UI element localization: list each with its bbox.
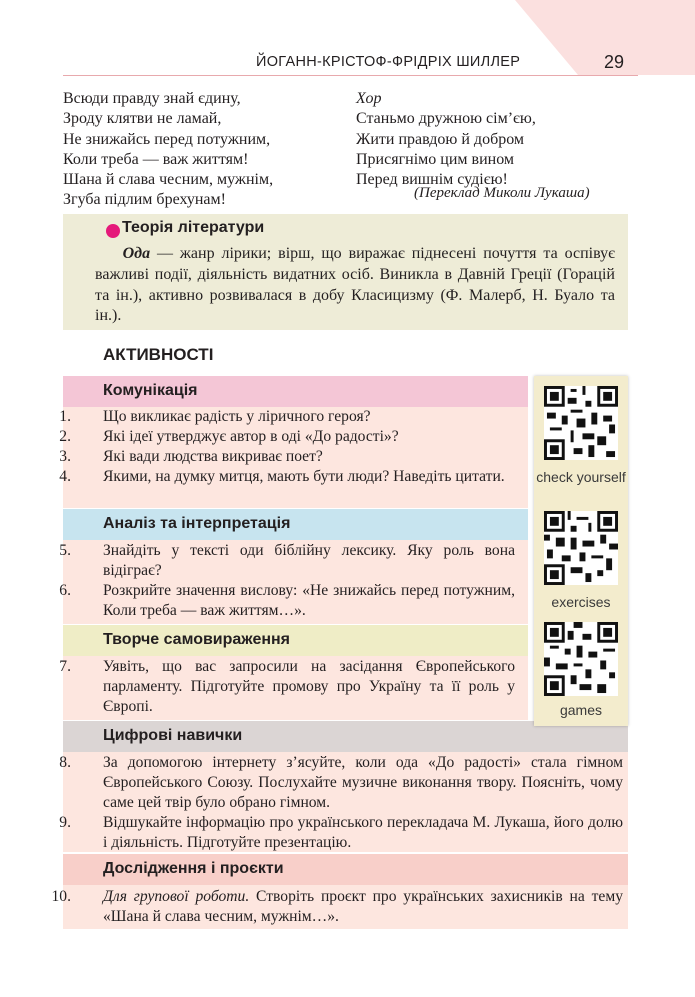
item-number: 9. bbox=[59, 814, 71, 831]
poem-line: Перед вишнім судією! bbox=[356, 171, 508, 189]
item-text: Що викликає радість у ліричного героя? bbox=[103, 408, 371, 425]
translation-credit: (Переклад Миколи Лукаша) bbox=[414, 185, 590, 201]
item-text: Які вади людства викриває поет? bbox=[103, 448, 323, 465]
item-text: Уявіть, що вас запросили на засідання Європейського парламенту. Підготуйте промову про Україну та її роль у Європі. bbox=[103, 658, 515, 715]
header-rule bbox=[63, 75, 638, 76]
qr-code-check-yourself[interactable] bbox=[544, 386, 618, 460]
section-title: Дослідження і проєкти bbox=[103, 860, 284, 877]
item-text bbox=[103, 887, 623, 927]
bullet-dot-icon bbox=[106, 224, 120, 238]
item-number: 8. bbox=[59, 754, 71, 771]
theory-term: Ода bbox=[122, 245, 151, 262]
item-number: 7. bbox=[59, 658, 71, 675]
poem-line: Зроду клятви не ламай, bbox=[63, 110, 222, 128]
theory-definition bbox=[95, 244, 615, 327]
item-text: Відшукайте інформацію про українського перекладача М. Лукаша, його долю і діяльність. Підготуйте презентацію. bbox=[103, 814, 623, 851]
section-title: Аналіз та інтерпретація bbox=[103, 515, 291, 532]
poem-line: Присягнімо цим вином bbox=[356, 150, 515, 168]
item-number: 10. bbox=[51, 888, 71, 905]
item-number: 6. bbox=[59, 582, 71, 599]
poem-left-column bbox=[63, 89, 273, 211]
poem-line: Жити правдою й добром bbox=[356, 130, 525, 148]
activities-title: АКТИВНОСТІ bbox=[103, 345, 214, 364]
qr-label: games bbox=[559, 702, 603, 718]
poem-right-column bbox=[356, 89, 536, 190]
item-text: Які ідеї утверджує автор в оді «До радості»? bbox=[103, 428, 399, 445]
poem-line: Згуба підлим брехунам! bbox=[63, 191, 226, 209]
section-title: Комунікація bbox=[103, 382, 198, 399]
section-header-research bbox=[63, 854, 628, 885]
item-text: Розкрийте значення вислову: «Не знижайсь перед потужним, Коли треба — важ життям…». bbox=[103, 582, 515, 619]
theory-title: Теорія літератури bbox=[122, 219, 265, 236]
item-text: Знайдіть у тексті оди біблійну лексику. Яку роль вона відіграє? bbox=[103, 542, 515, 579]
qr-code-exercises[interactable] bbox=[544, 511, 618, 585]
page-number: 29 bbox=[604, 52, 625, 72]
item-text: За допомогою інтернету з’ясуйте, коли ода «До радості» стала гімном Європейського Союзу. Послухайте музичне виконання твору. Поясніть, чому саме цей твір було обрано гімном. bbox=[103, 754, 623, 811]
chorus-heading: Хор bbox=[356, 90, 382, 107]
qr-label: exercises bbox=[551, 594, 611, 610]
theory-definition-text: — жанр лірики; вірш, що виражає піднесені почуття та оспівує важливі події, діяльність видатних осіб. Виникла в Давній Греції (Горацій та ін.), активно розвивалася в добу Класицизму (Ф. Малерб, Н. Буало та ін.). bbox=[95, 245, 615, 325]
running-title: ЙОГАНН-КРІСТОФ-ФРІДРІХ ШИЛЛЕР bbox=[256, 54, 521, 70]
poem-line: Станьмо дружною сім’єю, bbox=[356, 110, 536, 128]
poem-line: Коли треба — важ життям! bbox=[63, 150, 249, 168]
poem-line: Не знижайсь перед потужним, bbox=[63, 130, 271, 148]
item-text: Якими, на думку митця, мають бути люди? Наведіть цитати. bbox=[103, 468, 505, 485]
item-number: 3. bbox=[59, 448, 71, 465]
section-header-communication bbox=[63, 376, 528, 407]
item-number: 1. bbox=[59, 408, 71, 425]
section-title: Творче самовираження bbox=[103, 631, 290, 648]
qr-code-games[interactable] bbox=[544, 622, 618, 696]
item-number: 4. bbox=[59, 468, 71, 485]
section-title: Цифрові навички bbox=[103, 727, 243, 744]
item-text-italic: Для групової роботи. bbox=[103, 888, 250, 905]
qr-code-panel bbox=[534, 376, 628, 726]
item-number: 5. bbox=[59, 542, 71, 559]
poem-line: Шана й слава чесним, мужнім, bbox=[63, 171, 274, 189]
poem-line: Всюди правду знай єдину, bbox=[63, 90, 241, 107]
item-text-rest: Створіть проєкт про українських захисників на тему «Шана й слава чесним, мужнім…». bbox=[103, 888, 623, 925]
section-header-creative bbox=[63, 625, 528, 656]
item-number: 2. bbox=[59, 428, 71, 445]
section-header-analysis bbox=[63, 509, 528, 540]
qr-label: check yourself bbox=[536, 469, 626, 485]
